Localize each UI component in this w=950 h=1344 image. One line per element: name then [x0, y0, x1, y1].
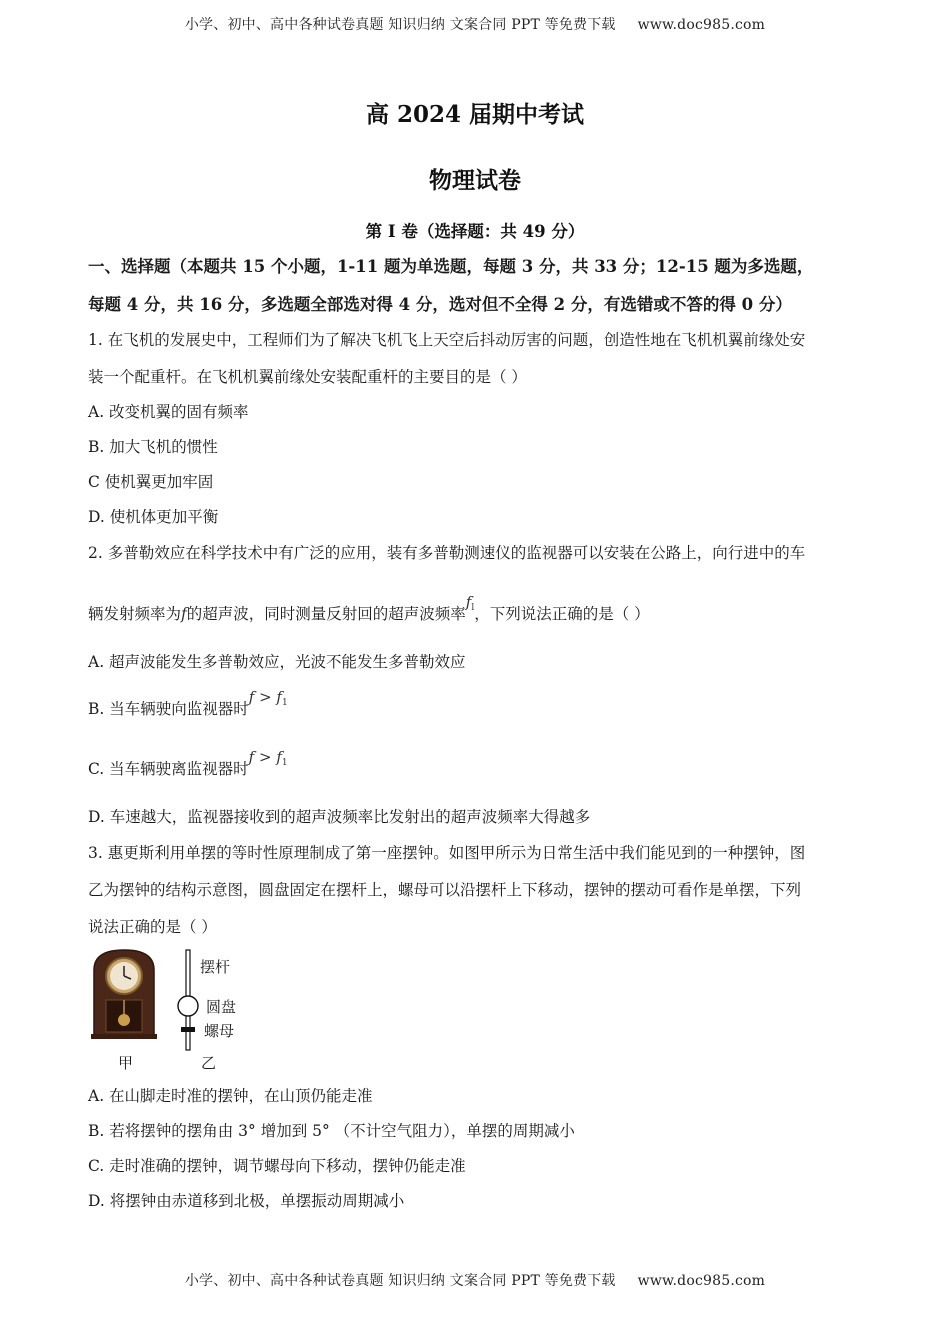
exam-part: 第 I 卷（选择题：共 49 分） [365, 222, 585, 241]
footer-url[interactable]: www.doc985.com [637, 1273, 766, 1289]
q2-option-b-text: B. 当车辆驶向监视器时 [88, 700, 249, 718]
mantel-clock-image [91, 950, 157, 1039]
page-footer [0, 1270, 950, 1290]
q1-stem-line-2: 装一个配重杆。在飞机机翼前缘处安装配重杆的主要目的是（ ） [88, 368, 527, 386]
q1-option-a: A. 改变机翼的固有频率 [88, 403, 249, 421]
q2-option-b-subscript: 1 [281, 698, 288, 708]
pendulum-clock-figure [88, 948, 258, 1076]
q2-option-c-math [249, 748, 288, 766]
q2-stem-line-2 [88, 593, 868, 631]
exam-title: 高 2024 届期中考试 [365, 101, 585, 128]
q3-stem-line-3: 说法正确的是（ ） [88, 918, 217, 936]
q2-line2-mid: 的超声波，同时测量反射回的超声波频率 [186, 605, 466, 623]
section-heading-line-2: 每题 4 分，共 16 分，多选题全部选对得 4 分，选对但不全得 2 分，有选错或不答的得 0 分） [88, 295, 792, 314]
q2-option-c [88, 748, 868, 786]
q2-option-b-math [249, 688, 288, 706]
q2-option-b-expr: f > f [248, 688, 282, 706]
q2-option-b [88, 688, 868, 726]
label-figure-b: 乙 [201, 1054, 217, 1072]
section-heading-line-1: 一、选择题（本题共 15 个小题，1-11 题为单选题，每题 3 分，共 33 分；12-15 题为多选题， [88, 257, 814, 276]
q3-option-d: D. 将摆钟由赤道移到北极，单摆振动周期减小 [88, 1192, 405, 1210]
exam-subject: 物理试卷 [429, 167, 521, 194]
q2-line2-pre: 辆发射频率为 [88, 605, 182, 623]
q1-stem-line-1: 1. 在飞机的发展史中，工程师们为了解决飞机飞上天空后抖动厉害的问题，创造性地在飞机机翼前缘处安 [88, 331, 806, 349]
q3-stem-line-1: 3. 惠更斯利用单摆的等时性原理制成了第一座摆钟。如图甲所示为日常生活中我们能见到的一种摆钟，图 [88, 844, 806, 862]
page-header [0, 14, 950, 34]
q1-option-b: B. 加大飞机的惯性 [88, 438, 218, 456]
q2-frequency-f1 [466, 593, 474, 611]
q2-frequency-f: f [181, 605, 187, 623]
q3-option-c: C. 走时准确的摆钟，调节螺母向下移动，摆钟仍能走准 [88, 1157, 466, 1175]
q2-f1-subscript: l [471, 603, 475, 613]
q2-option-c-subscript: 1 [281, 758, 288, 768]
label-pendulum-rod: 摆杆 [200, 958, 231, 976]
q3-stem-line-2: 乙为摆钟的结构示意图，圆盘固定在摆杆上，螺母可以沿摆杆上下移动，摆钟的摆动可看作是单摆，下列 [88, 881, 802, 899]
q1-option-c: C 使机翼更加牢固 [88, 473, 214, 491]
q2-option-a: A. 超声波能发生多普勒效应，光波不能发生多普勒效应 [88, 653, 466, 671]
q2-stem-line-1: 2. 多普勒效应在科学技术中有广泛的应用，装有多普勒测速仪的监视器可以安装在公路上，向行进中的车 [88, 544, 806, 562]
q3-option-a: A. 在山脚走时准的摆钟，在山顶仍能走准 [88, 1087, 373, 1105]
q2-option-c-text: C. 当车辆驶离监视器时 [88, 760, 249, 778]
q3-option-b: B. 若将摆钟的摆角由 3° 增加到 5° （不计空气阻力），单摆的周期减小 [88, 1122, 575, 1140]
q1-option-d: D. 使机体更加平衡 [88, 508, 219, 526]
pendulum-schematic [178, 950, 198, 1050]
q2-line2-post: ，下列说法正确的是（ ） [474, 605, 650, 623]
header-url[interactable]: www.doc985.com [637, 17, 766, 33]
footer-text: 小学、初中、高中各种试卷真题 知识归纳 文案合同 PPT 等免费下载 [184, 1273, 616, 1289]
q2-option-c-expr: f > f [248, 748, 282, 766]
q2-option-d: D. 车速越大，监视器接收到的超声波频率比发射出的超声波频率大得越多 [88, 808, 591, 826]
label-nut: 螺母 [204, 1022, 235, 1040]
header-text: 小学、初中、高中各种试卷真题 知识归纳 文案合同 PPT 等免费下载 [184, 17, 616, 33]
q2-f1-symbol: f [465, 593, 472, 611]
label-figure-a: 甲 [118, 1054, 134, 1072]
label-disk: 圆盘 [206, 998, 237, 1016]
